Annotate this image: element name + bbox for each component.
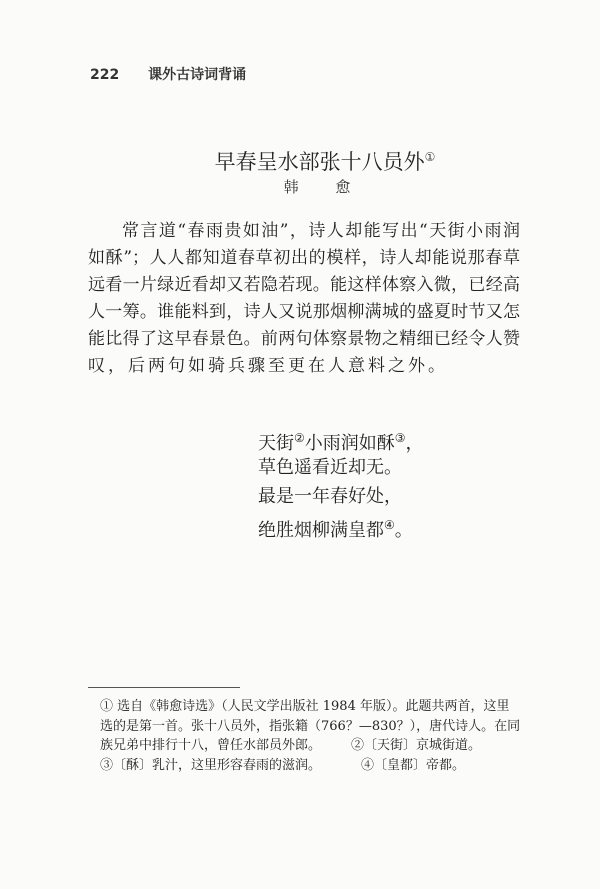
commentary-line: 人一筹。谁能料到，诗人又说那烟柳满城的盛夏时节又怎 [88, 302, 520, 322]
footnotes [100, 697, 520, 775]
footnote-line [100, 756, 520, 776]
poem-line: 草色遥看近却无。 [258, 457, 402, 478]
poem-text: 天街 [258, 433, 294, 454]
commentary-line: 远看一片绿近看却又若隐若现。能这样体察入微，已经高 [88, 275, 520, 295]
footnote-text: ②〔天街〕京城街道。 [351, 738, 482, 753]
commentary-line: 能比得了这早春景色。前两句体察景物之精细已经令人赞 [88, 329, 520, 349]
footnote-text: ③〔酥〕乳汁，这里形容春雨的滋润。 [100, 757, 322, 773]
poem-line [258, 511, 424, 540]
commentary-line: 常言道“春雨贵如油”，诗人却能写出“天街小雨润 [122, 221, 520, 241]
poem-line [258, 424, 424, 453]
footnote-ref: ④ [384, 518, 395, 532]
poem-text: 小雨润如酥 [304, 433, 395, 454]
running-header [90, 64, 246, 84]
commentary-line: 叹，后两句如骑兵骤至更在人意料之外。 [88, 356, 448, 376]
poem-text: ， [405, 433, 424, 454]
footnote-line: 选的是第一首。张十八员外，指张籍（766？—830？），唐代诗人。在同 [100, 718, 521, 734]
page-number: 222 [90, 67, 120, 83]
poem-line: 最是一年春好处， [258, 486, 402, 507]
poem-body [258, 424, 424, 540]
poem-title-text: 早春呈水部张十八员外 [214, 150, 425, 174]
poem-title [0, 146, 600, 176]
footnote-ref: ③ [394, 431, 406, 445]
poem-text: 。 [394, 520, 413, 541]
commentary-line: 如酥”；人人都知道春草初出的模样，诗人却能说那春草 [88, 248, 520, 268]
book-title: 课外古诗词背诵 [148, 67, 247, 83]
footnote-text: 族兄弟中排行十八，曾任水部员外郎。 [100, 738, 322, 753]
commentary-paragraph [88, 218, 520, 380]
footnote-ref: ② [294, 431, 305, 445]
poem-text: 绝胜烟柳满皇都 [258, 520, 384, 541]
footnote-ref: ① [424, 150, 436, 164]
footnote-line: ① 选自《韩愈诗选》（人民文学出版社 1984 年版）。此题共两首，这里 [100, 699, 510, 714]
footnote-divider [88, 687, 240, 688]
author: 韩 愈 [283, 178, 367, 196]
footnote-line [100, 736, 520, 756]
footnote-text: ④〔皇都〕帝都。 [361, 757, 466, 773]
